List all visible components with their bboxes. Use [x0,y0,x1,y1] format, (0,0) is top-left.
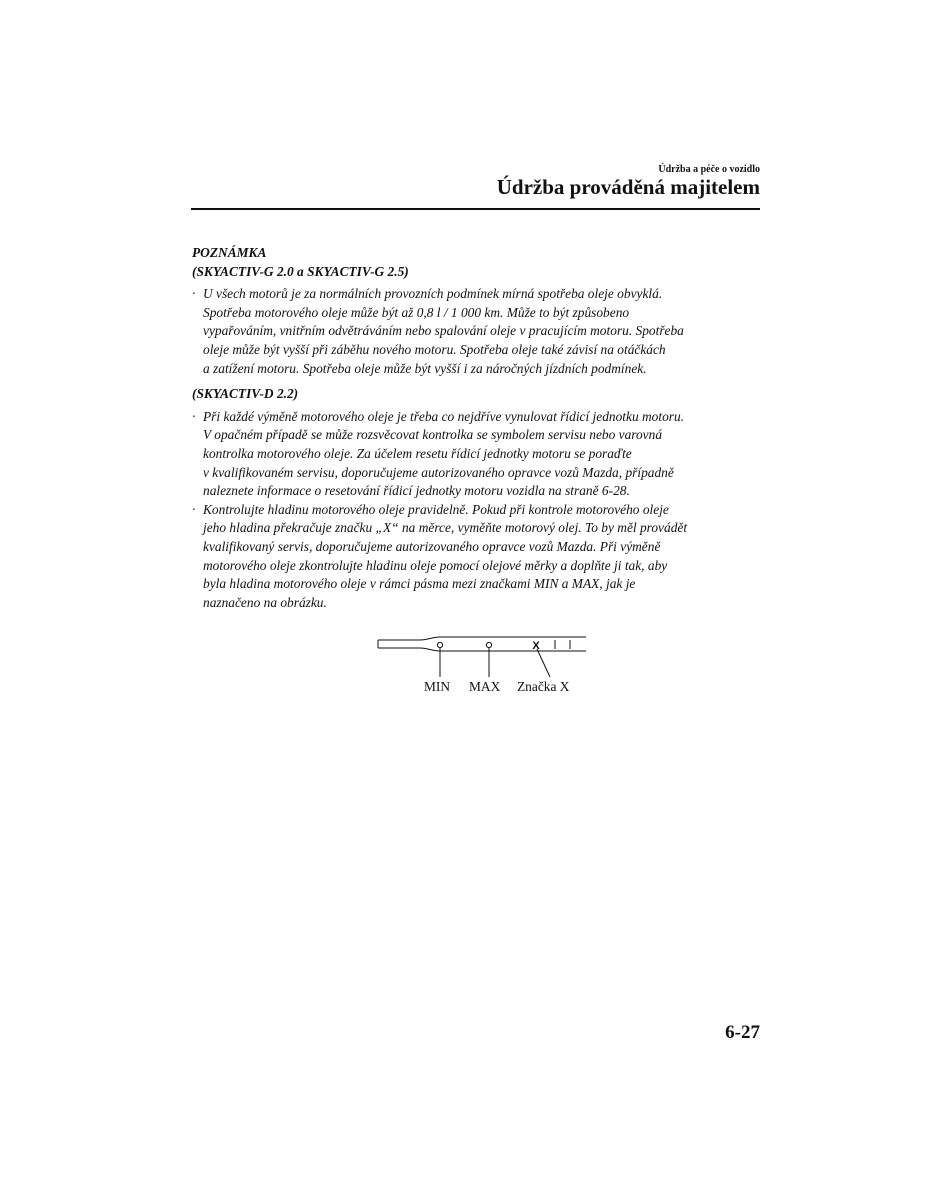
bullet-line: motorového oleje zkontrolujte hladinu oleje pomocí olejové měrky a doplňte ji tak, aby [203,557,668,573]
bullet-ecu-reset [192,408,762,501]
bullet-line: U všech motorů je za normálních provozních podmínek mírná spotřeba oleje obvyklá. [203,286,663,302]
bullet-line: naleznete informace o resetování řídicí jednotky motoru vozidla na straně 6-28. [203,483,630,499]
max-label: MAX [469,679,501,694]
bullet-line: Kontrolujte hladinu motorového oleje pravidelně. Pokud při kontrole motorového oleje [203,501,669,517]
dipstick-shaft-top [378,637,586,640]
bullet-line: Spotřeba motorového oleje může být až 0,8 l / 1 000 km. Může to být způsobeno [203,304,630,320]
min-hole-icon [437,642,442,647]
bullet-dot: · [192,501,196,517]
bullet-line: a zatížení motoru. Spotřeba oleje může být vyšší i za náročných jízdních podmínek. [203,360,647,376]
bullet-line: vypařováním, vnitřním odvětráváním nebo spalování oleje v pracujícím motoru. Spotřeba [203,323,684,339]
x-leader-line [537,649,550,677]
bullet-line: kontrolka motorového oleje. Za účelem resetu řídicí jednotky motoru se poraďte [203,445,632,461]
bullet-line: oleje může být vyšší při záběhu nového motoru. Spotřeba oleje také závisí na otáčkách [203,341,666,357]
bullet-line: Při každé výměně motorového oleje je třeba co nejdříve vynulovat řídicí jednotku motoru. [203,408,685,424]
min-label: MIN [424,679,451,694]
header-section-label: Údržba a péče o vozidlo [658,164,760,175]
note-title: POZNÁMKA [192,245,267,260]
skyactiv-g-heading: (SKYACTIV-G 2.0 a SKYACTIV-G 2.5) [192,263,409,279]
page-title: Údržba prováděná majitelem [496,175,760,199]
bullet-line: jeho hladina překračuje značku „X“ na měrce, vyměňte motorový olej. To by měl provádět [203,520,688,536]
bullet-line: naznačeno na obrázku. [203,594,327,610]
bullet-line: byla hladina motorového oleje v rámci pásma mezi značkami MIN a MAX, jak je [203,576,636,592]
bullet-oil-consumption [192,285,762,378]
bullet-line: kvalifikovaný servis, doporučujeme autorizovaného opravce vozů Mazda. Při výměně [203,538,661,554]
bullet-dot: · [192,408,196,424]
x-mark: X [532,640,540,652]
skyactiv-d-heading: (SKYACTIV-D 2.2) [192,386,299,402]
bullet-line: v kvalifikovaném servisu, doporučujeme autorizovaného opravce vozů Mazda, případně [203,464,674,480]
bullet-dot: · [192,286,196,302]
page-number: 6-27 [725,1022,760,1043]
x-mark-label: Značka X [517,679,570,694]
header-rule [191,208,760,210]
max-hole-icon [486,642,491,647]
bullet-oil-level-check [192,501,762,613]
note-block [192,244,762,612]
bullet-line: V opačném případě se může rozsvěcovat kontrolka se symbolem servisu nebo varovná [203,427,663,443]
